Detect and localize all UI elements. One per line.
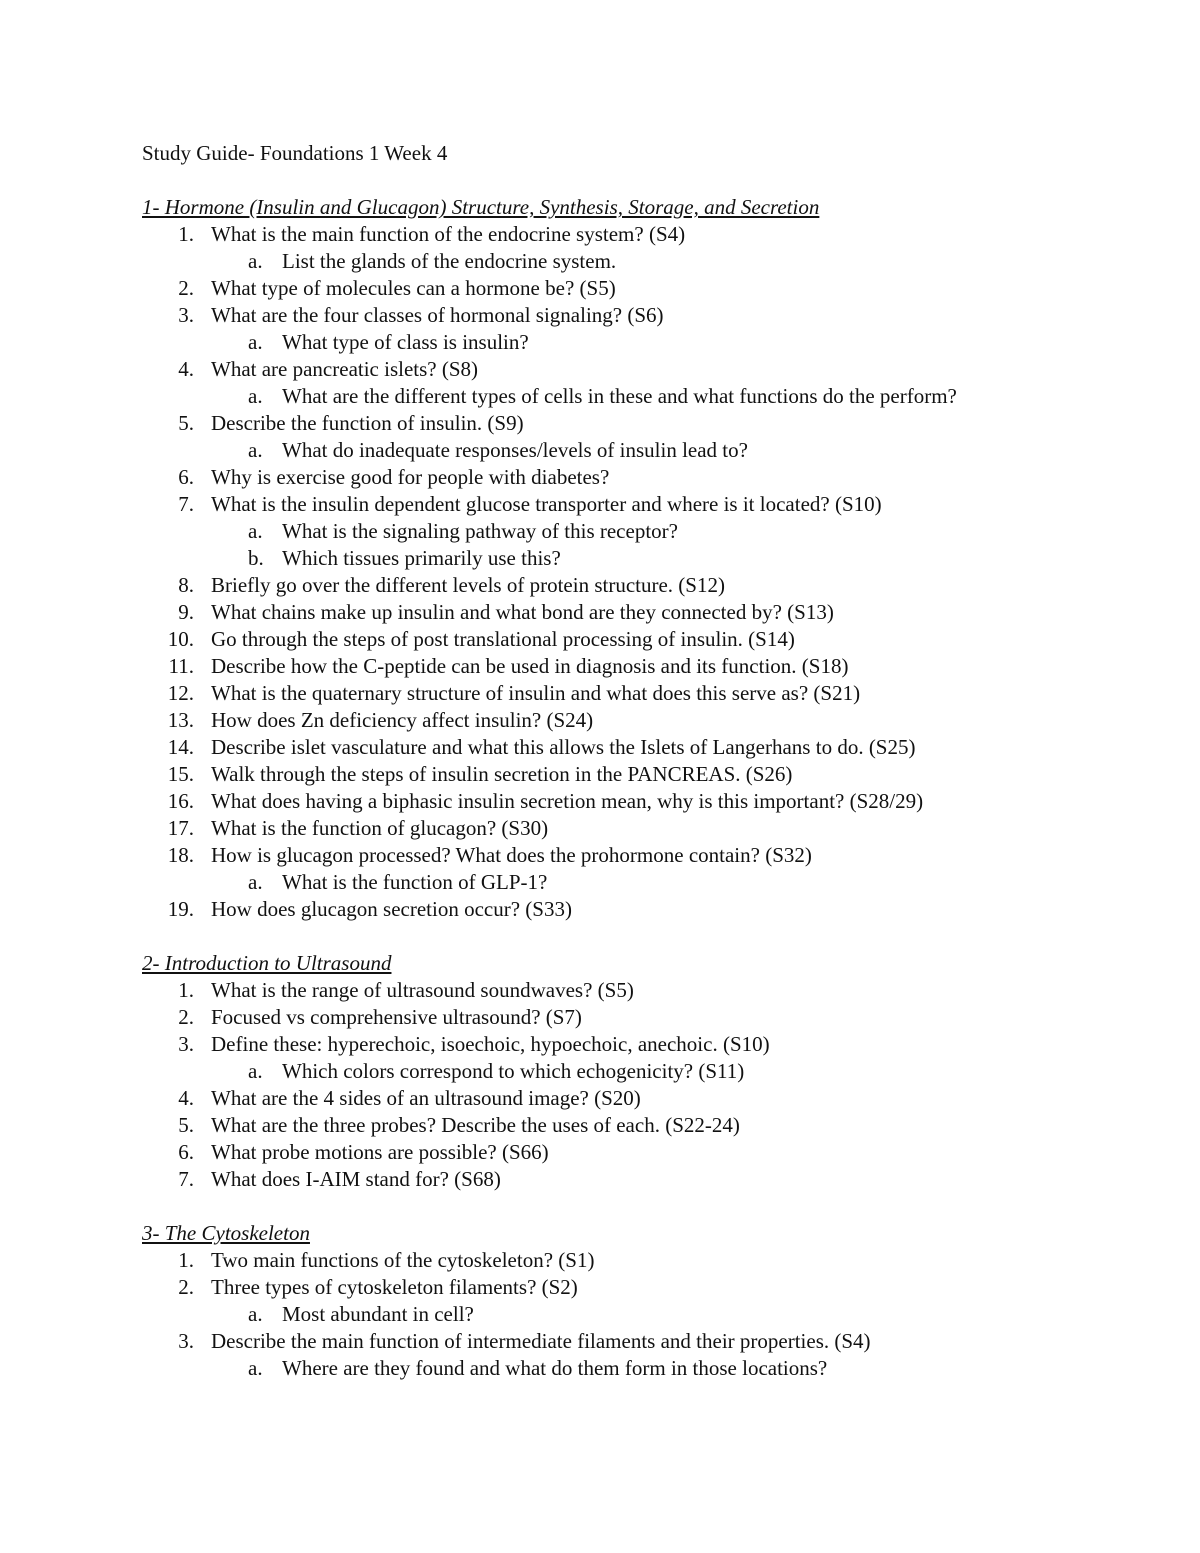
sub-question-letter: a. (248, 438, 263, 462)
question-row (142, 464, 1142, 491)
sub-question-letter: a. (248, 519, 263, 543)
question-number: 1. (178, 978, 194, 1002)
question-number: 11. (168, 654, 194, 678)
question-item (142, 599, 1142, 626)
section-1 (142, 194, 1142, 923)
question-item (142, 680, 1142, 707)
question-row (142, 1139, 1142, 1166)
question-text: What is the function of glucagon? (S30) (211, 816, 549, 840)
sub-question-letter: a. (248, 870, 263, 894)
question-text: Go through the steps of post translational processing of insulin. (S14) (211, 627, 795, 651)
question-row (142, 302, 1142, 329)
question-text: Describe the function of insulin. (S9) (211, 411, 524, 435)
question-row (142, 1328, 1142, 1355)
question-text: What chains make up insulin and what bond are they connected by? (S13) (211, 600, 834, 624)
sub-question-text: Which colors correspond to which echogenicity? (S11) (282, 1059, 745, 1083)
question-item (142, 842, 1142, 896)
question-number: 1. (178, 1248, 194, 1272)
question-row (142, 707, 1142, 734)
question-row (142, 815, 1142, 842)
question-item (142, 1274, 1142, 1328)
sub-question-text: What are the different types of cells in these and what functions do the perform? (282, 384, 957, 408)
question-row (142, 761, 1142, 788)
sub-question-list (142, 248, 1142, 275)
question-number: 1. (178, 222, 194, 246)
question-number: 6. (178, 1140, 194, 1164)
question-list (142, 977, 1142, 1193)
question-row (142, 599, 1142, 626)
sub-question-item (142, 1355, 1142, 1382)
question-item (142, 1004, 1142, 1031)
question-text: What are the three probes? Describe the uses of each. (S22-24) (211, 1113, 740, 1137)
question-number: 4. (178, 357, 194, 381)
sub-question-item (142, 383, 1142, 410)
question-text: How does Zn deficiency affect insulin? (S24) (211, 708, 594, 732)
question-row (142, 1274, 1142, 1301)
question-row (142, 626, 1142, 653)
question-item (142, 1112, 1142, 1139)
question-row (142, 1031, 1142, 1058)
question-text: Define these: hyperechoic, isoechoic, hypoechoic, anechoic. (S10) (211, 1032, 770, 1056)
sub-question-letter: b. (248, 546, 264, 570)
sub-question-item (142, 869, 1142, 896)
question-number: 6. (178, 465, 194, 489)
question-item (142, 896, 1142, 923)
question-text: Describe how the C-peptide can be used in diagnosis and its function. (S18) (211, 654, 849, 678)
question-text: Walk through the steps of insulin secretion in the PANCREAS. (S26) (211, 762, 793, 786)
question-item (142, 734, 1142, 761)
sub-question-list (142, 518, 1142, 572)
question-list (142, 221, 1142, 923)
question-number: 19. (167, 897, 194, 921)
question-text: What does I-AIM stand for? (S68) (211, 1167, 501, 1191)
question-list (142, 1247, 1142, 1382)
question-number: 9. (178, 600, 194, 624)
question-row (142, 491, 1142, 518)
question-row (142, 896, 1142, 923)
question-number: 3. (178, 1329, 194, 1353)
question-text: Describe islet vasculature and what this allows the Islets of Langerhans to do. (S25) (211, 735, 916, 759)
sub-question-list (142, 437, 1142, 464)
question-text: Briefly go over the different levels of protein structure. (S12) (211, 573, 725, 597)
sub-question-letter: a. (248, 1356, 263, 1380)
question-item (142, 626, 1142, 653)
sub-question-letter: a. (248, 330, 263, 354)
study-guide-document (142, 140, 1142, 1382)
sub-question-list (142, 329, 1142, 356)
sub-question-text: What do inadequate responses/levels of insulin lead to? (282, 438, 748, 462)
sub-question-item (142, 518, 1142, 545)
question-row (142, 1112, 1142, 1139)
document-title: Study Guide- Foundations 1 Week 4 (142, 141, 448, 165)
question-item (142, 275, 1142, 302)
question-item (142, 1166, 1142, 1193)
sub-question-list (142, 869, 1142, 896)
question-row (142, 1004, 1142, 1031)
sub-question-text: List the glands of the endocrine system. (282, 249, 617, 273)
question-row (142, 788, 1142, 815)
question-text: Why is exercise good for people with diabetes? (211, 465, 610, 489)
question-number: 15. (167, 762, 194, 786)
sub-question-text: Most abundant in cell? (282, 1302, 474, 1326)
question-number: 7. (178, 492, 194, 516)
question-text: What is the range of ultrasound soundwaves? (S5) (211, 978, 634, 1002)
question-row (142, 1247, 1142, 1274)
question-number: 7. (178, 1167, 194, 1191)
sub-question-text: Where are they found and what do them form in those locations? (282, 1356, 828, 1380)
question-text: What are pancreatic islets? (S8) (211, 357, 479, 381)
question-text: What is the main function of the endocrine system? (S4) (211, 222, 686, 246)
question-item (142, 356, 1142, 410)
question-number: 5. (178, 411, 194, 435)
sections-container (142, 194, 1142, 1382)
sub-question-item (142, 1058, 1142, 1085)
question-number: 12. (167, 681, 194, 705)
sub-question-item (142, 248, 1142, 275)
question-number: 3. (178, 1032, 194, 1056)
question-number: 10. (167, 627, 194, 651)
question-item (142, 221, 1142, 275)
sub-question-letter: a. (248, 249, 263, 273)
question-text: How is glucagon processed? What does the prohormone contain? (S32) (211, 843, 812, 867)
question-number: 5. (178, 1113, 194, 1137)
sub-question-text: What is the signaling pathway of this receptor? (282, 519, 678, 543)
question-item (142, 707, 1142, 734)
question-text: What type of molecules can a hormone be? (S5) (211, 276, 616, 300)
question-item (142, 302, 1142, 356)
question-item (142, 572, 1142, 599)
section-heading: 3- The Cytoskeleton (142, 1221, 310, 1245)
question-item (142, 761, 1142, 788)
question-row (142, 734, 1142, 761)
question-text: What are the 4 sides of an ultrasound image? (S20) (211, 1086, 641, 1110)
question-item (142, 1139, 1142, 1166)
question-item (142, 410, 1142, 464)
sub-question-letter: a. (248, 384, 263, 408)
question-row (142, 1085, 1142, 1112)
sub-question-letter: a. (248, 1302, 263, 1326)
sub-question-item (142, 437, 1142, 464)
question-text: Three types of cytoskeleton filaments? (S2) (211, 1275, 578, 1299)
question-row (142, 275, 1142, 302)
sub-question-letter: a. (248, 1059, 263, 1083)
section-2 (142, 950, 1142, 1193)
question-row (142, 410, 1142, 437)
question-item (142, 1085, 1142, 1112)
sub-question-item (142, 1301, 1142, 1328)
question-text: What are the four classes of hormonal signaling? (S6) (211, 303, 664, 327)
sub-question-text: What type of class is insulin? (282, 330, 529, 354)
question-item (142, 464, 1142, 491)
question-number: 2. (178, 276, 194, 300)
question-item (142, 653, 1142, 680)
section-heading: 2- Introduction to Ultrasound (142, 951, 392, 975)
question-number: 2. (178, 1005, 194, 1029)
question-item (142, 788, 1142, 815)
sub-question-list (142, 1058, 1142, 1085)
question-row (142, 680, 1142, 707)
question-item (142, 491, 1142, 572)
question-row (142, 977, 1142, 1004)
question-text: What is the insulin dependent glucose transporter and where is it located? (S10) (211, 492, 882, 516)
section-heading: 1- Hormone (Insulin and Glucagon) Structure, Synthesis, Storage, and Secretion (142, 195, 820, 219)
question-item (142, 977, 1142, 1004)
question-row (142, 356, 1142, 383)
question-number: 8. (178, 573, 194, 597)
question-text: How does glucagon secretion occur? (S33) (211, 897, 572, 921)
question-number: 14. (167, 735, 194, 759)
question-item (142, 815, 1142, 842)
sub-question-text: Which tissues primarily use this? (282, 546, 561, 570)
question-text: Focused vs comprehensive ultrasound? (S7) (211, 1005, 582, 1029)
question-text: What probe motions are possible? (S66) (211, 1140, 549, 1164)
question-item (142, 1031, 1142, 1085)
question-item (142, 1328, 1142, 1382)
sub-question-item (142, 545, 1142, 572)
question-text: What does having a biphasic insulin secretion mean, why is this important? (S28/29) (211, 789, 924, 813)
question-number: 2. (178, 1275, 194, 1299)
question-number: 16. (167, 789, 194, 813)
question-text: What is the quaternary structure of insulin and what does this serve as? (S21) (211, 681, 861, 705)
question-item (142, 1247, 1142, 1274)
question-row (142, 221, 1142, 248)
question-number: 18. (167, 843, 194, 867)
sub-question-item (142, 329, 1142, 356)
question-row (142, 842, 1142, 869)
question-text: Describe the main function of intermediate filaments and their properties. (S4) (211, 1329, 871, 1353)
section-3 (142, 1220, 1142, 1382)
sub-question-text: What is the function of GLP-1? (282, 870, 548, 894)
sub-question-list (142, 1301, 1142, 1328)
question-row (142, 1166, 1142, 1193)
sub-question-list (142, 1355, 1142, 1382)
sub-question-list (142, 383, 1142, 410)
question-number: 17. (167, 816, 194, 840)
question-text: Two main functions of the cytoskeleton? (S1) (211, 1248, 595, 1272)
question-row (142, 572, 1142, 599)
question-number: 3. (178, 303, 194, 327)
question-number: 13. (167, 708, 194, 732)
question-number: 4. (178, 1086, 194, 1110)
question-row (142, 653, 1142, 680)
